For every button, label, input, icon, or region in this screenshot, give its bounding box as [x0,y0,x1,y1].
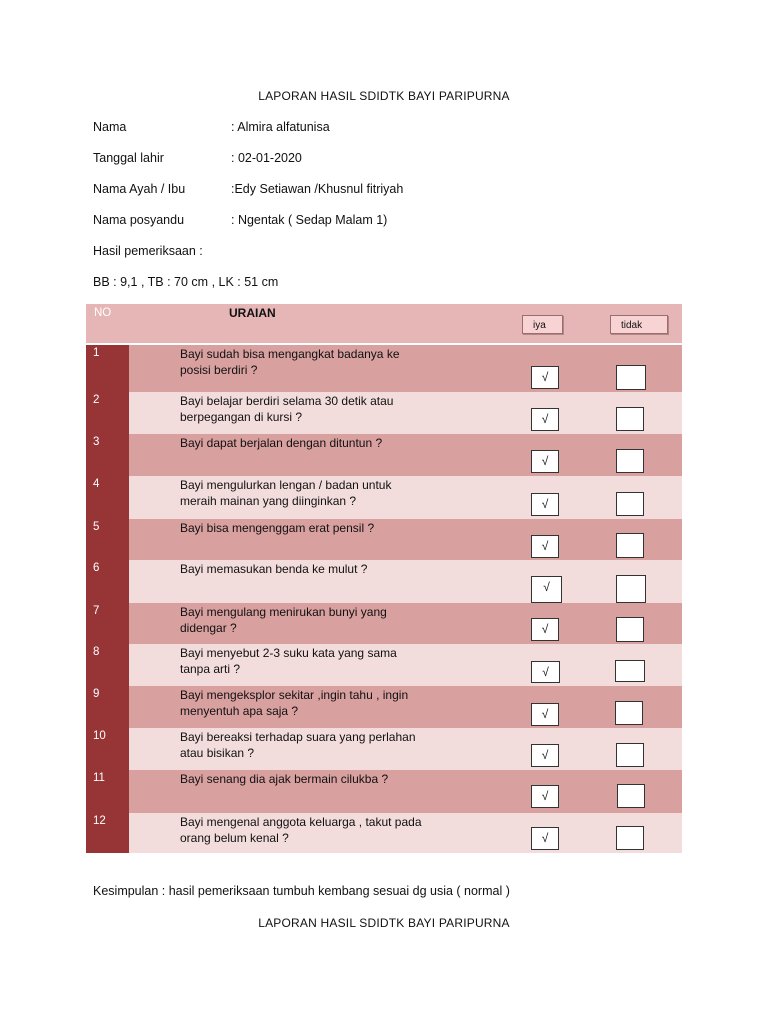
tidak-checkbox[interactable] [616,449,644,473]
row-body [129,476,682,519]
checklist-table [86,304,682,853]
row-body [129,392,682,434]
info-value: : Ngentak ( Sedap Malam 1) [231,213,388,227]
hasil-label: Hasil pemeriksaan : [93,244,203,258]
row-body [129,644,682,686]
table-row [86,770,682,813]
row-question: Bayi mengulurkan lengan / badan untuk meraih mainan yang diinginkan ? [180,478,392,508]
tidak-checkbox[interactable] [616,533,644,558]
row-number: 8 [93,646,100,658]
row-body [129,434,682,476]
page-title: LAPORAN HASIL SDIDTK BAYI PARIPURNA [258,89,510,103]
row-number-cell [86,519,129,560]
table-row [86,644,682,686]
row-number: 9 [93,688,100,700]
row-number-cell [86,560,129,603]
row-question: Bayi dapat berjalan dengan dituntun ? [180,436,383,450]
tidak-checkbox[interactable] [616,617,644,642]
row-body [129,686,682,728]
table-row [86,560,682,603]
measurements: BB : 9,1 , TB : 70 cm , LK : 51 cm [93,275,279,289]
header-tidak: tidak [610,315,668,334]
table-header [86,304,682,343]
row-number-cell [86,813,129,853]
row-number: 3 [93,436,100,448]
tidak-checkbox[interactable] [616,492,644,516]
iya-checkbox[interactable]: √ [531,785,559,808]
row-question: Bayi sudah bisa mengangkat badanya ke posisi berdiri ? [180,347,400,377]
tidak-checkbox[interactable] [616,407,644,431]
row-number: 1 [93,347,100,359]
row-question: Bayi belajar berdiri selama 30 detik atau berpegangan di kursi ? [180,394,394,424]
table-row [86,392,682,434]
row-body [129,770,682,813]
row-number-cell [86,770,129,813]
row-body [129,813,682,853]
row-number-cell [86,476,129,519]
table-row [86,603,682,644]
table-row [86,434,682,476]
header-no: NO [94,307,112,319]
row-number: 7 [93,605,100,617]
row-number: 4 [93,478,100,490]
table-row [86,686,682,728]
tidak-checkbox[interactable] [616,743,644,767]
kesimpulan: Kesimpulan : hasil pemeriksaan tumbuh kembang sesuai dg usia ( normal ) [93,884,510,898]
tidak-checkbox[interactable] [615,660,645,682]
row-question: Bayi mengulang menirukan bunyi yang didengar ? [180,605,387,635]
row-number-cell [86,644,129,686]
tidak-checkbox[interactable] [617,784,645,808]
iya-checkbox[interactable]: √ [531,744,559,767]
tidak-checkbox[interactable] [616,365,646,390]
info-label: Tanggal lahir [93,151,164,165]
table-row [86,519,682,560]
info-value: :Edy Setiawan /Khusnul fitriyah [231,182,404,196]
iya-checkbox[interactable]: √ [531,408,559,431]
row-question: Bayi bisa mengenggam erat pensil ? [180,521,375,535]
iya-checkbox[interactable]: √ [531,618,559,641]
header-uraian: URAIAN [229,306,276,320]
info-value: : 02-01-2020 [231,151,302,165]
row-question: Bayi memasukan benda ke mulut ? [180,562,368,576]
row-question: Bayi senang dia ajak bermain cilukba ? [180,772,389,786]
row-question: Bayi bereaksi terhadap suara yang perlahan atau bisikan ? [180,730,416,760]
row-body [129,345,682,392]
row-number-cell [86,603,129,644]
table-row [86,728,682,770]
row-number: 12 [93,815,106,827]
info-label: Nama [93,120,127,134]
row-number-cell [86,345,129,392]
iya-checkbox[interactable]: √ [531,661,560,683]
iya-checkbox[interactable]: √ [531,703,559,726]
table-row [86,476,682,519]
row-number: 10 [93,730,106,742]
row-question: Bayi menyebut 2-3 suku kata yang sama tanpa arti ? [180,646,397,676]
iya-checkbox[interactable]: √ [531,535,559,558]
table-row [86,813,682,853]
iya-checkbox[interactable]: √ [531,493,559,516]
header-iya: iya [522,315,563,334]
table-row [86,345,682,392]
row-number-cell [86,392,129,434]
row-number-cell [86,686,129,728]
row-number-cell [86,728,129,770]
row-body [129,603,682,644]
row-question: Bayi mengenal anggota keluarga , takut pada orang belum kenal ? [180,815,422,845]
info-value: : Almira alfatunisa [231,120,330,134]
row-question: Bayi mengeksplor sekitar ,ingin tahu , ingin menyentuh apa saja ? [180,688,409,718]
row-number: 2 [93,394,100,406]
iya-checkbox[interactable]: √ [531,827,559,850]
iya-checkbox[interactable]: √ [531,450,559,473]
row-number: 6 [93,562,100,574]
row-body [129,519,682,560]
tidak-checkbox[interactable] [615,701,643,725]
row-number-cell [86,434,129,476]
info-label: Nama posyandu [93,213,185,227]
iya-checkbox[interactable]: √ [531,576,562,603]
row-body [129,728,682,770]
row-number: 11 [93,772,105,784]
info-label: Nama Ayah / Ibu [93,182,186,196]
row-body [129,560,682,603]
tidak-checkbox[interactable] [616,826,644,850]
iya-checkbox[interactable]: √ [531,366,559,389]
row-number: 5 [93,521,100,533]
tidak-checkbox[interactable] [616,575,646,603]
footer-title: LAPORAN HASIL SDIDTK BAYI PARIPURNA [258,916,510,930]
